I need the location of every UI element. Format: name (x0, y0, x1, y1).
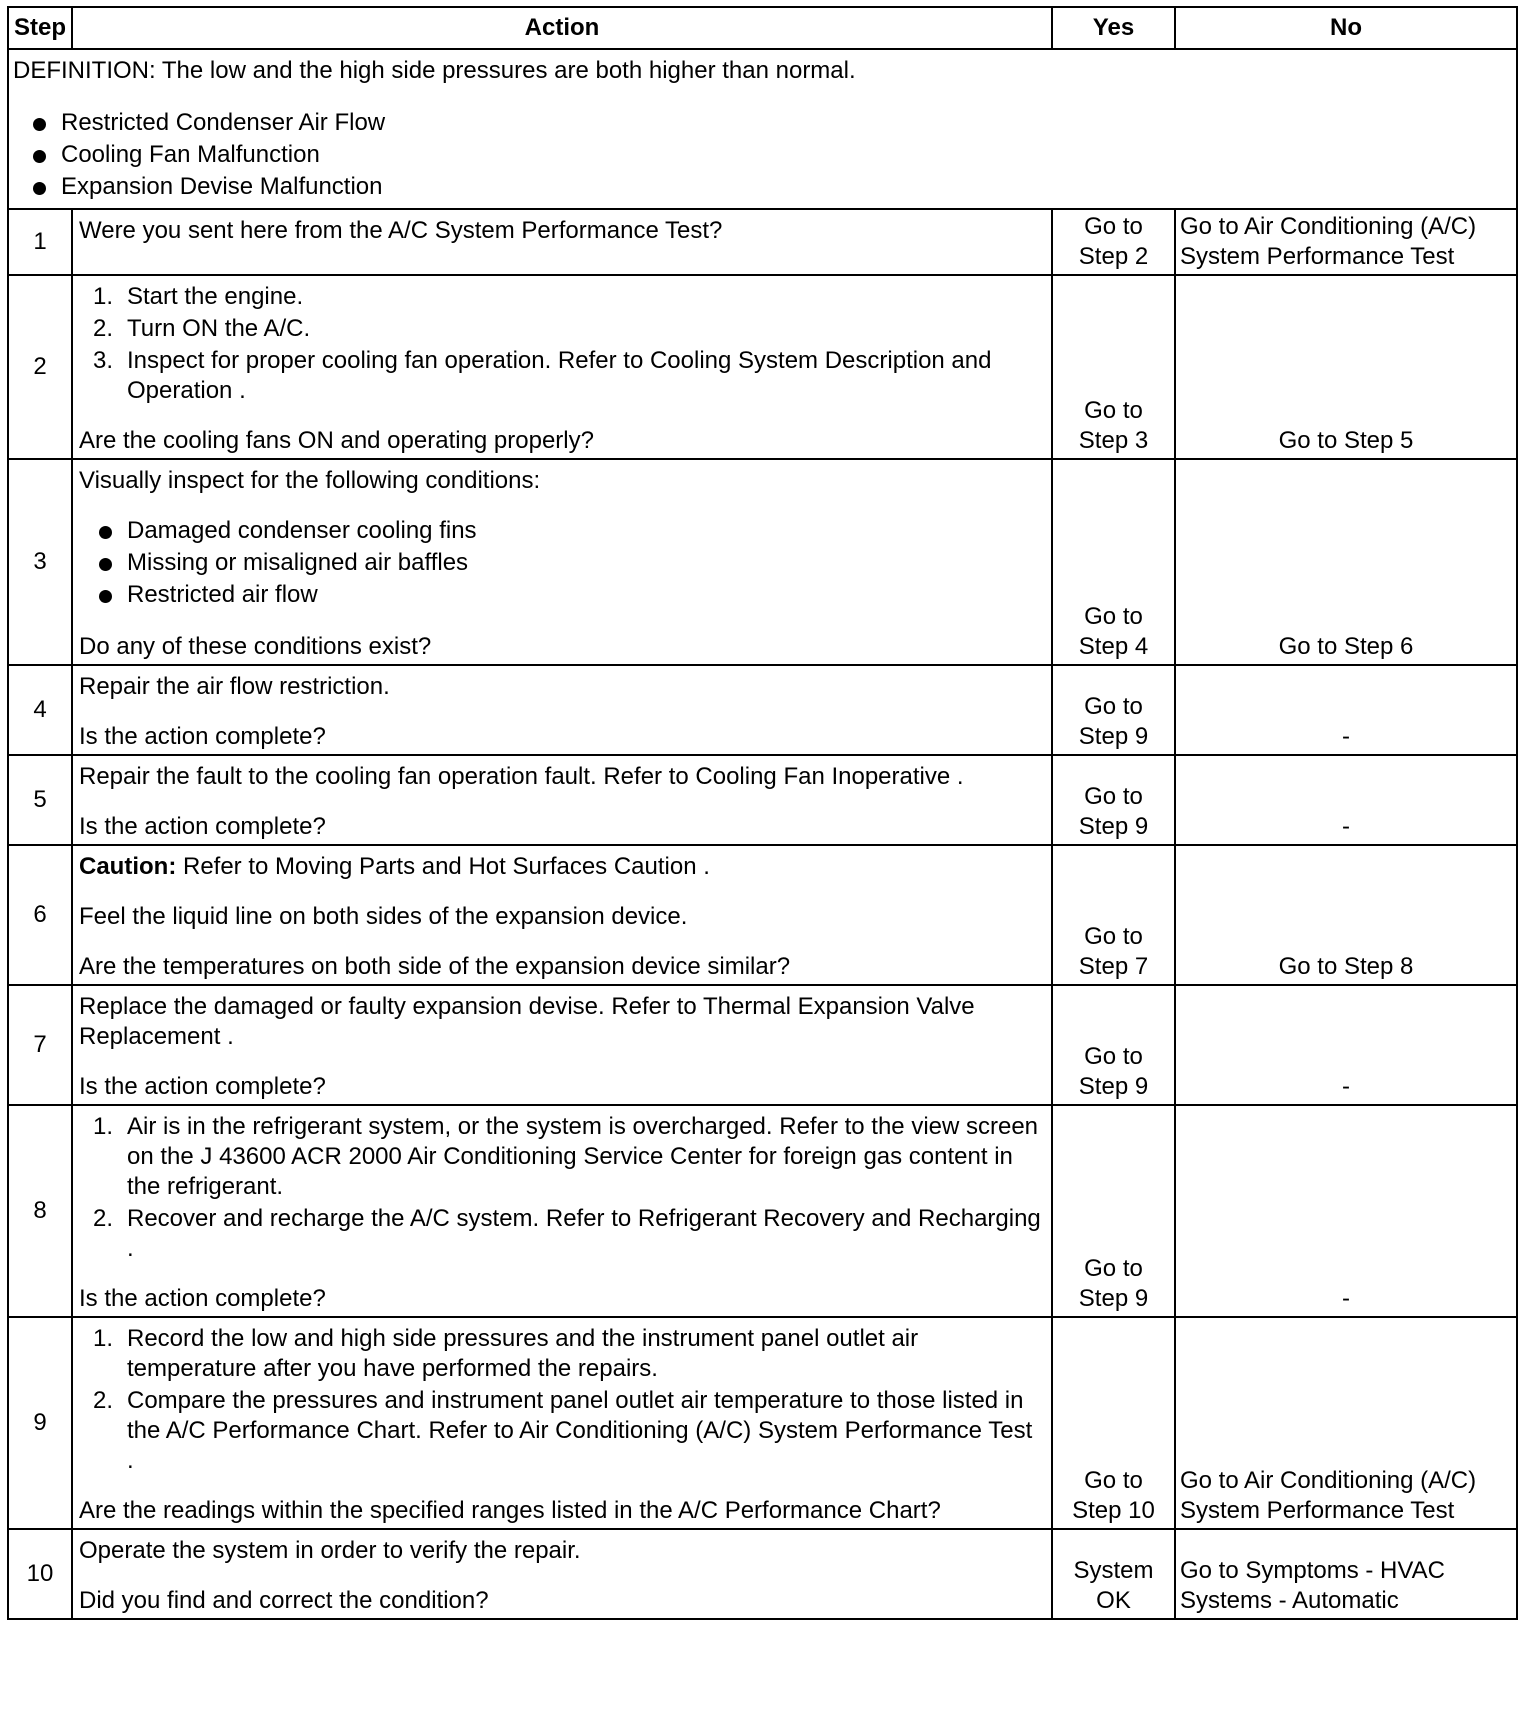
step-index: 1. (93, 283, 114, 310)
yes-cell (1052, 1317, 1175, 1529)
no-cell (1175, 985, 1517, 1105)
step-number: 2 (8, 275, 72, 459)
yes-line: Step 9 (1078, 1073, 1149, 1100)
condition-bullet: Restricted air flow (79, 580, 1045, 612)
caution-text: Refer to Moving Parts and Hot Surfaces Caution . (176, 853, 710, 880)
intro-text: Repair the fault to the cooling fan operation fault. Refer to Cooling Fan Inoperative . (79, 763, 964, 790)
yes-line: Step 10 (1072, 1497, 1155, 1524)
no-line: System Performance Test (1180, 243, 1455, 270)
yes-line: OK (1096, 1587, 1131, 1614)
question-text: Do any of these conditions exist? (79, 633, 432, 660)
action-cell (72, 1317, 1052, 1529)
action-step-text: Air is in the refrigerant system, or the system is overcharged. Refer to the view screen on the J 43600 ACR 2000 Air Conditioning Service Center for foreign gas content in the refrigerant. (127, 1113, 1039, 1200)
no-cell (1175, 665, 1517, 755)
question-text: Did you find and correct the condition? (79, 1587, 489, 1614)
yes-line: Step 7 (1078, 953, 1149, 980)
yes-cell (1052, 665, 1175, 755)
action-cell (72, 845, 1052, 985)
action-cell (72, 275, 1052, 459)
step-number: 9 (8, 1317, 72, 1529)
step-index: 3. (93, 347, 114, 374)
question-text: Are the readings within the specified ranges listed in the A/C Performance Chart? (79, 1497, 941, 1524)
intro-text: Replace the damaged or faulty expansion devise. Refer to Thermal Expansion Valve Replacement . (79, 993, 975, 1050)
question-text: Is the action complete? (79, 1285, 326, 1312)
no-line: Systems - Automatic (1180, 1587, 1399, 1614)
yes-cell (1052, 985, 1175, 1105)
step-row-10 (8, 1529, 1517, 1619)
yes-cell (1052, 1105, 1175, 1317)
no-line: System Performance Test (1180, 1497, 1455, 1524)
definition-list (13, 108, 1512, 204)
no-line: Go to Air Conditioning (A/C) (1180, 213, 1477, 240)
step-row-7 (8, 985, 1517, 1105)
intro-text: Repair the air flow restriction. (79, 673, 390, 700)
yes-cell (1052, 755, 1175, 845)
yes-cell (1052, 209, 1175, 275)
caution-label: Caution: (79, 853, 177, 880)
step-number: 3 (8, 459, 72, 665)
no-line: - (1342, 723, 1350, 750)
no-line: Go to Step 5 (1278, 427, 1414, 454)
yes-line: Step 4 (1078, 633, 1149, 660)
action-cell (72, 209, 1052, 275)
action-cell (72, 985, 1052, 1105)
action-step (79, 1204, 1045, 1264)
action-cell (72, 665, 1052, 755)
no-line: Go to Air Conditioning (A/C) (1180, 1467, 1477, 1494)
action-step (79, 346, 1045, 406)
action-steps (79, 282, 1045, 406)
action-cell (72, 1105, 1052, 1317)
condition-list (79, 516, 1045, 612)
header-action: Action (72, 7, 1052, 49)
header-step: Step (8, 7, 72, 49)
no-cell (1175, 755, 1517, 845)
action-steps (79, 1324, 1045, 1476)
header-yes: Yes (1052, 7, 1175, 49)
step-row-2 (8, 275, 1517, 459)
step-number: 7 (8, 985, 72, 1105)
yes-line: Go to (1084, 397, 1143, 424)
no-cell (1175, 1529, 1517, 1619)
definition-row (8, 49, 1517, 209)
yes-line: Step 9 (1078, 723, 1149, 750)
step-index: 2. (93, 1205, 114, 1232)
condition-bullet: Damaged condenser cooling fins (79, 516, 1045, 548)
yes-line: Go to (1084, 1467, 1143, 1494)
action-step (79, 1112, 1045, 1202)
yes-cell (1052, 275, 1175, 459)
action-step-text: Recover and recharge the A/C system. Refer to Refrigerant Recovery and Recharging . (127, 1205, 1041, 1262)
yes-line: Go to (1084, 693, 1143, 720)
step-row-8 (8, 1105, 1517, 1317)
action-step (79, 314, 1045, 344)
diagnostic-table (7, 6, 1518, 1620)
no-cell (1175, 845, 1517, 985)
intro-text: Feel the liquid line on both sides of the expansion device. (79, 903, 688, 930)
yes-line: Go to (1084, 1043, 1143, 1070)
no-cell (1175, 1317, 1517, 1529)
intro-text: Visually inspect for the following conditions: (79, 467, 541, 494)
yes-line: Go to (1084, 1255, 1143, 1282)
header-row (8, 7, 1517, 49)
no-cell (1175, 275, 1517, 459)
step-index: 1. (93, 1113, 114, 1140)
step-number: 4 (8, 665, 72, 755)
no-line: - (1342, 813, 1350, 840)
definition-bullet: Cooling Fan Malfunction (13, 140, 1512, 172)
no-cell (1175, 459, 1517, 665)
yes-line: Go to (1084, 923, 1143, 950)
step-row-4 (8, 665, 1517, 755)
step-row-5 (8, 755, 1517, 845)
definition-bullet: Expansion Devise Malfunction (13, 172, 1512, 204)
step-index: 1. (93, 1325, 114, 1352)
yes-cell (1052, 845, 1175, 985)
yes-line: Step 9 (1078, 813, 1149, 840)
yes-cell (1052, 459, 1175, 665)
step-row-9 (8, 1317, 1517, 1529)
step-row-6 (8, 845, 1517, 985)
action-step-text: Start the engine. (127, 283, 304, 310)
question-text: Is the action complete? (79, 1073, 326, 1100)
action-cell (72, 755, 1052, 845)
action-step (79, 1324, 1045, 1384)
yes-line: Step 9 (1078, 1285, 1149, 1312)
yes-line: Go to (1084, 603, 1143, 630)
step-number: 6 (8, 845, 72, 985)
action-step-text: Compare the pressures and instrument panel outlet air temperature to those listed in the A/C Performance Chart. Refer to Air Conditioning (A/C) System Performance Test . (127, 1387, 1033, 1474)
question-text: Is the action complete? (79, 813, 326, 840)
yes-line: Step 2 (1078, 243, 1149, 270)
no-cell (1175, 1105, 1517, 1317)
action-steps (79, 1112, 1045, 1264)
no-line: - (1342, 1073, 1350, 1100)
no-line: Go to Step 6 (1278, 633, 1414, 660)
question-text: Are the temperatures on both side of the expansion device similar? (79, 953, 791, 980)
definition-text: DEFINITION: The low and the high side pressures are both higher than normal. (13, 57, 856, 84)
yes-line: System (1073, 1557, 1154, 1584)
action-step-text: Turn ON the A/C. (127, 315, 311, 342)
yes-cell (1052, 1529, 1175, 1619)
step-index: 2. (93, 1387, 114, 1414)
step-number: 8 (8, 1105, 72, 1317)
condition-bullet: Missing or misaligned air baffles (79, 548, 1045, 580)
step-number: 5 (8, 755, 72, 845)
definition-cell (8, 49, 1517, 209)
action-step-text: Inspect for proper cooling fan operation. Refer to Cooling System Description and Operation . (127, 347, 992, 404)
step-row-3 (8, 459, 1517, 665)
step-index: 2. (93, 315, 114, 342)
step-row-1 (8, 209, 1517, 275)
action-step-text: Record the low and high side pressures and the instrument panel outlet air temperature after you have performed the repairs. (127, 1325, 919, 1382)
no-line: - (1342, 1285, 1350, 1312)
no-line: Go to Step 8 (1278, 953, 1414, 980)
action-step (79, 282, 1045, 312)
question-text: Are the cooling fans ON and operating properly? (79, 427, 594, 454)
yes-line: Go to (1084, 213, 1143, 240)
action-cell (72, 459, 1052, 665)
step-number: 10 (8, 1529, 72, 1619)
caution-line (79, 852, 1045, 882)
yes-line: Step 3 (1078, 427, 1149, 454)
no-line: Go to Symptoms - HVAC (1180, 1557, 1445, 1584)
action-step (79, 1386, 1045, 1476)
header-no: No (1175, 7, 1517, 49)
definition-bullet: Restricted Condenser Air Flow (13, 108, 1512, 140)
question-text: Were you sent here from the A/C System Performance Test? (79, 217, 723, 244)
action-cell (72, 1529, 1052, 1619)
no-cell (1175, 209, 1517, 275)
step-number: 1 (8, 209, 72, 275)
yes-line: Go to (1084, 783, 1143, 810)
intro-text: Operate the system in order to verify the repair. (79, 1537, 581, 1564)
question-text: Is the action complete? (79, 723, 326, 750)
